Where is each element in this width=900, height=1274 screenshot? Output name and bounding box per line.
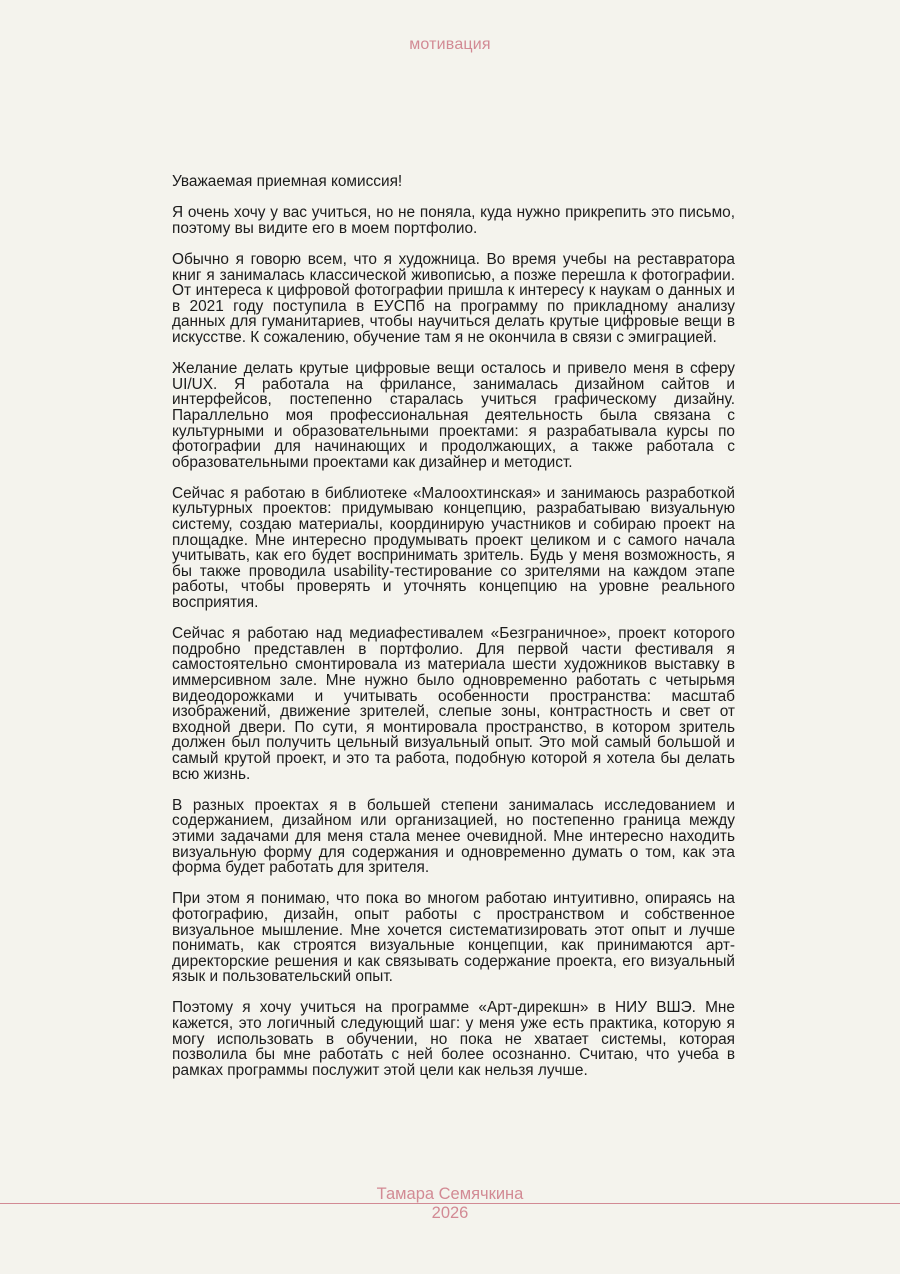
letter-paragraph: Сейчас я работаю в библиотеке «Малоохтинская» и занимаюсь разработкой культурных проектов: придумываю концепцию, разрабатываю визуальную систему, создаю материалы, координирую участников и собираю проект на площадке. Мне интересно продумывать проект целиком и с самого начала учитывать, как его будет воспринимать зритель. Будь у меня возможность, я бы также проводила usability-тестирование со зрителями на каждом этапе работы, чтобы проверять и уточнять концепцию на уровне реального восприятия. bbox=[172, 484, 735, 612]
footer-year: 2026 bbox=[431, 1203, 469, 1222]
letter-paragraph: Сейчас я работаю над медиафестивалем «Безграничное», проект которого подробно представлен в портфолио. Для первой части фестиваля я самостоятельно смонтировала из материала шести художников выставку в иммерсивном зале. Мне нужно было одновременно работать с четырьмя видеодорожками и учитывать особенности пространства: масштаб изображений, движение зрителей, слепые зоны, контрастность и свет от входной двери. По сути, я монтировала пространство, в котором зритель должен был получить цельный визуальный опыт. Это мой самый большой и самый крутой проект, и это та работа, подобную которой я хотела бы делать всю жизнь. bbox=[172, 625, 735, 783]
letter-paragraph: В разных проектах я в большей степени занималась исследованием и содержанием, дизайном или организацией, но постепенно граница между этими задачами для меня стала менее очевидной. Мне интересно находить визуальную форму для содержания и одновременно думать о том, как эта форма будет работать для зрителя. bbox=[172, 796, 735, 877]
greeting: Уважаемая приемная комиссия! bbox=[172, 173, 403, 190]
letter-paragraph: Обычно я говорю всем, что я художница. Во время учебы на реставратора книг я занималась классической живописью, а позже перешла к фотографии. От интереса к цифровой фотографии пришла к интересу к наукам о данных и в 2021 году поступила в ЕУСПб на программу по прикладному анализу данных для гуманитариев, чтобы научиться делать крутые цифровые вещи в искусстве. К сожалению, обучение там я не окончила в связи с эмиграцией. bbox=[172, 250, 735, 346]
letter-paragraph: При этом я понимаю, что пока во многом работаю интуитивно, опираясь на фотографию, дизайн, опыт работы с пространством и собственное визуальное мышление. Мне хочется систематизировать этот опыт и лучше понимать, как строятся визуальные концепции, как принимаются арт-директорские решения и как связывать содержание проекта, его визуальный язык и пользовательский опыт. bbox=[172, 890, 735, 986]
motivation-letter bbox=[172, 174, 735, 1094]
author-name: Тамара Семячкина bbox=[376, 1185, 524, 1203]
letter-paragraph: Поэтому я хочу учиться на программе «Арт-дирекшн» в НИУ ВШЭ. Мне кажется, это логичный следующий шаг: у меня уже есть практика, которую я могу использовать в обучении, но пока не хватает системы, которая позволила бы мне работать с ней более осознанно. Считаю, что учеба в рамках программы послужит этой цели как нельзя лучше. bbox=[172, 999, 735, 1079]
footer bbox=[0, 1185, 900, 1222]
letter-paragraph: Желание делать крутые цифровые вещи осталось и привело меня в сферу UI/UX. Я работала на фрилансе, занималась дизайном сайтов и интерфейсов, постепенно старалась учиться графическому дизайну. Параллельно моя профессиональная деятельность была связана с культурными и образовательными проектами: я разрабатывала курсы по фотографии для начинающих и продолжающих, а также работала с образовательными проектами как дизайнер и методист. bbox=[172, 360, 735, 471]
letter-paragraph: Я очень хочу у вас учиться, но не поняла, куда нужно прикрепить это письмо, поэтому вы видите его в моем портфолио. bbox=[172, 204, 735, 237]
section-title: мотивация bbox=[409, 36, 491, 53]
